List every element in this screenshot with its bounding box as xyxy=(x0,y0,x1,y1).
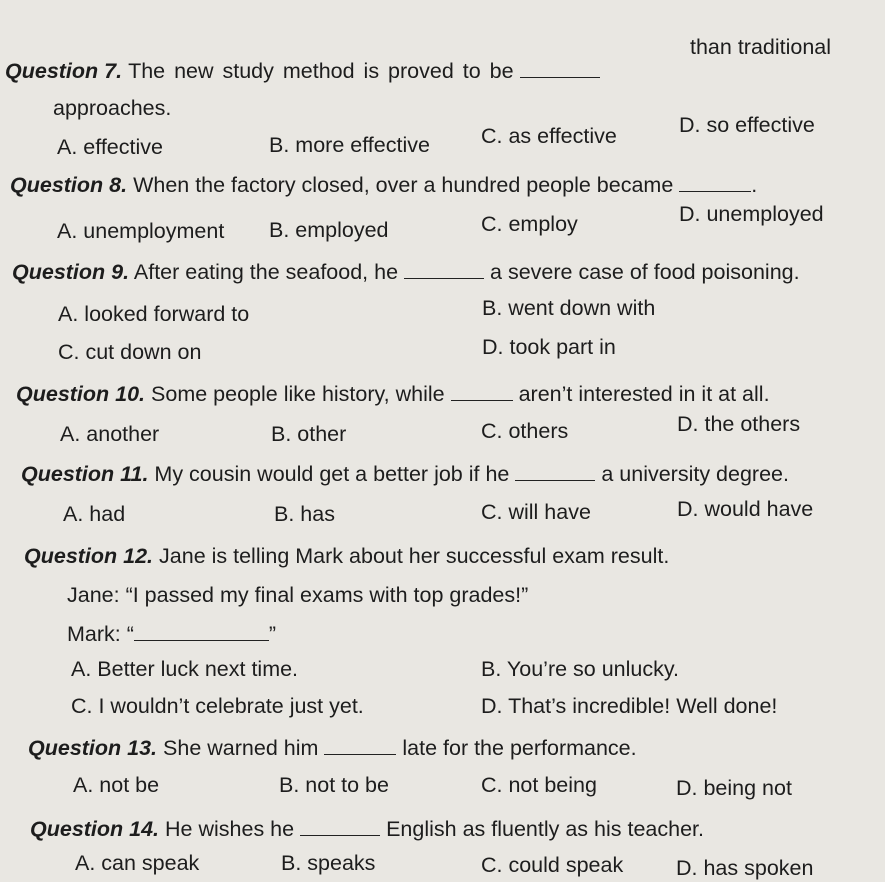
dialog-close-quote: ” xyxy=(268,622,277,646)
question-label: Question 11. xyxy=(21,462,149,486)
option-a[interactable]: A. not be xyxy=(73,773,160,797)
option-d[interactable]: D. unemployed xyxy=(679,202,824,226)
option-b[interactable]: B. other xyxy=(271,422,347,446)
question-13-line xyxy=(28,735,637,761)
dialog-line-jane: Jane: “I passed my final exams with top grades!” xyxy=(67,583,529,607)
option-d[interactable]: D. so effective xyxy=(679,113,815,137)
question-12-line xyxy=(24,543,669,569)
question-stem: Jane is telling Mark about her successful exam result. xyxy=(159,544,670,568)
option-a[interactable]: A. had xyxy=(63,502,126,526)
question-stem-end: English as fluently as his teacher. xyxy=(386,817,704,841)
option-b[interactable]: B. not to be xyxy=(279,773,389,797)
question-label: Question 13. xyxy=(28,736,158,760)
question-stem-continuation: than traditional xyxy=(690,35,832,59)
question-stem: She warned him xyxy=(163,736,319,760)
option-d[interactable]: D. That’s incredible! Well done! xyxy=(481,694,778,718)
question-label: Question 9. xyxy=(12,260,130,284)
question-label: Question 8. xyxy=(10,173,128,197)
question-stem-end: a university degree. xyxy=(601,462,789,486)
question-label: Question 14. xyxy=(30,817,160,841)
option-a[interactable]: A. another xyxy=(60,422,160,446)
question-stem-end: . xyxy=(751,173,758,197)
option-d[interactable]: D. the others xyxy=(677,412,801,436)
answer-blank[interactable] xyxy=(520,59,600,78)
option-a[interactable]: A. effective xyxy=(57,135,163,159)
option-a[interactable]: A. unemployment xyxy=(57,219,225,243)
dialog-speaker-mark: Mark: “ xyxy=(67,622,134,646)
question-label: Question 10. xyxy=(16,382,146,406)
option-d[interactable]: D. has spoken xyxy=(676,856,814,880)
answer-blank[interactable] xyxy=(300,817,380,836)
question-label: Question 12. xyxy=(24,544,154,568)
option-b[interactable]: B. You’re so unlucky. xyxy=(481,657,680,681)
question-7-line-1 xyxy=(5,58,600,84)
question-stem: Some people like history, while xyxy=(151,382,445,406)
option-c[interactable]: C. cut down on xyxy=(58,340,202,364)
answer-blank[interactable] xyxy=(679,173,751,192)
question-stem: He wishes he xyxy=(165,817,295,841)
option-c[interactable]: C. will have xyxy=(481,500,591,524)
option-c[interactable]: C. not being xyxy=(481,773,597,797)
option-b[interactable]: B. speaks xyxy=(281,851,376,875)
question-8-line xyxy=(10,172,757,198)
question-stem-end: aren’t interested in it at all. xyxy=(518,382,770,406)
option-c[interactable]: C. as effective xyxy=(481,124,617,148)
question-label: Question 7. xyxy=(5,59,123,83)
question-stem: After eating the seafood, he xyxy=(133,260,399,284)
option-b[interactable]: B. employed xyxy=(269,218,389,242)
option-c[interactable]: C. others xyxy=(481,419,569,443)
option-a[interactable]: A. looked forward to xyxy=(58,302,250,326)
question-stem: The new study method is proved to be xyxy=(128,59,514,83)
question-stem-end: late for the performance. xyxy=(402,736,637,760)
question-9-line xyxy=(12,259,800,285)
answer-blank[interactable] xyxy=(404,260,484,279)
question-stem-end: a severe case of food poisoning. xyxy=(490,260,800,284)
answer-blank[interactable] xyxy=(515,462,595,481)
option-d[interactable]: D. being not xyxy=(676,776,792,800)
option-c[interactable]: C. employ xyxy=(481,212,578,236)
option-c[interactable]: C. I wouldn’t celebrate just yet. xyxy=(71,694,364,718)
option-d[interactable]: D. took part in xyxy=(482,335,616,359)
option-b[interactable]: B. has xyxy=(274,502,335,526)
option-b[interactable]: B. more effective xyxy=(269,133,430,157)
question-10-line xyxy=(16,381,770,407)
answer-blank[interactable] xyxy=(451,382,513,401)
question-11-line xyxy=(21,461,789,487)
dialog-line-mark xyxy=(67,621,276,647)
question-stem: When the factory closed, over a hundred people became xyxy=(133,173,674,197)
option-a[interactable]: A. can speak xyxy=(75,851,200,875)
option-c[interactable]: C. could speak xyxy=(481,853,624,877)
question-14-line xyxy=(30,816,704,842)
answer-blank[interactable] xyxy=(134,622,269,641)
question-stem-continuation: approaches. xyxy=(53,96,172,120)
option-b[interactable]: B. went down with xyxy=(482,296,656,320)
question-stem: My cousin would get a better job if he xyxy=(154,462,510,486)
answer-blank[interactable] xyxy=(324,736,396,755)
option-d[interactable]: D. would have xyxy=(677,497,814,521)
option-a[interactable]: A. Better luck next time. xyxy=(71,657,299,681)
